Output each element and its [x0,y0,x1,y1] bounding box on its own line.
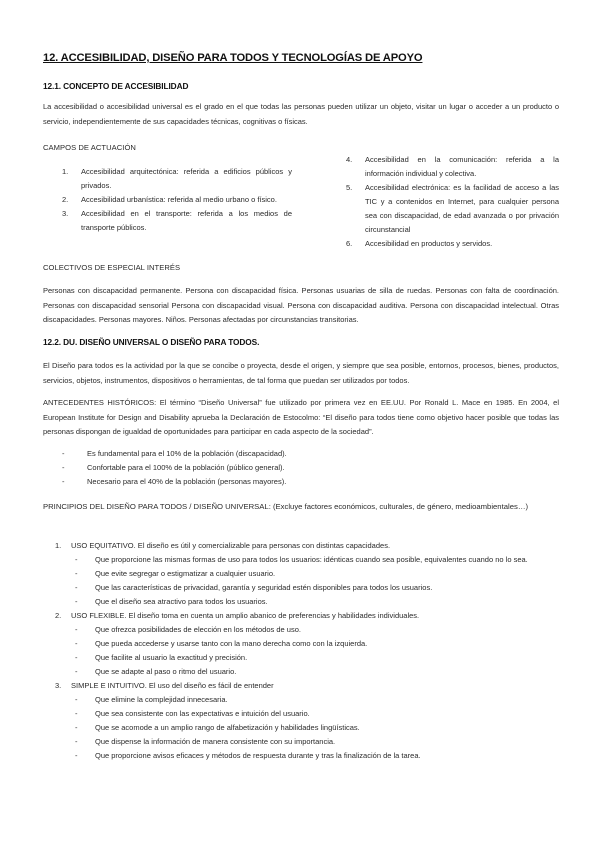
dash-marker: - [75,625,78,634]
item-number: 6. [346,239,353,248]
item-number: 5. [346,183,353,192]
list-item [62,447,287,461]
dash-marker: - [75,597,78,606]
list-item [346,237,559,251]
dash-marker: - [75,667,78,676]
item-text: Accesibilidad en la comunicación: referida a la información individual y colectiva. [365,155,559,178]
dash-marker: - [75,653,78,662]
item-text: Es fundamental para el 10% de la población (discapacidad). [87,449,287,458]
dash-marker: - [75,555,78,564]
list-item [62,165,292,193]
universal-design-definition: El Diseño para todos es la actividad por la que se concibe o proyecta, desde el origen, y siempre que sea posible, entornos, procesos, bienes, productos, servicios, objetos, instrumentos, dispositivos o herramientas, de tal forma que puedan ser utilizados por todos. [43,361,559,385]
principles-list [55,539,559,763]
item-text: Accesibilidad electrónica: es la facilidad de acceso a las TIC y a contenidos en Internet, para cualquier persona sea con discapacidad, de edad avanzada o por privación circunstancial [365,183,559,234]
principle-item [55,609,559,679]
dash-marker: - [62,449,65,458]
list-item [75,595,559,609]
item-text: Necesario para el 40% de la población (personas mayores). [87,477,287,486]
item-text: Que facilite al usuario la exactitud y precisión. [95,653,248,662]
dash-marker: - [62,477,65,486]
list-item [346,181,559,237]
principle-item [55,679,559,763]
dash-marker: - [75,569,78,578]
principle-sublist [71,693,559,763]
list-item [75,637,559,651]
list-item [75,735,559,749]
antecedentes-historicos: ANTECEDENTES HISTÓRICOS: El término “Diseño Universal” fue utilizado por primera vez en EE.UU. Por Ronald L. Mace en 1985. En 2004, el European Institute for Design and Disability aprueba la Declaración de Estocolmo: “El diseño para todos tiene como objetivo hacer posible que todas las personas dispongan de igualdad de oportunidades para participar en cada aspecto de la sociedad”. [43,398,559,436]
section-heading-1: 12.1. CONCEPTO DE ACCESIBILIDAD [43,81,189,91]
list-item [75,693,559,707]
item-number: 3. [62,209,69,218]
document-title: 12. ACCESIBILIDAD, DISEÑO PARA TODOS Y TECNOLOGÍAS DE APOYO [43,52,423,64]
section-heading-2: 12.2. DU. DISEÑO UNIVERSAL O DISEÑO PARA TODOS. [43,337,260,347]
item-text: Que sea consistente con las expectativas e intuición del usuario. [95,709,310,718]
list-item [75,665,559,679]
principle-sublist [71,553,559,609]
colectivos-label: COLECTIVOS DE ESPECIAL INTERÉS [43,263,181,272]
list-item [75,581,559,595]
item-text: Accesibilidad en productos y servidos. [365,239,493,248]
item-text: Accesibilidad urbanística: referida al medio urbano o físico. [81,195,277,204]
accessibility-definition: La accesibilidad o accesibilidad universal es el grado en el que todas las personas pueden utilizar un objeto, visitar un lugar o acceder a un producto o servicio, independientemente de sus capacidades técnicas, cognitivas o físicas. [43,102,559,126]
list-item [62,207,292,235]
principle-text: USO FLEXIBLE. El diseño toma en cuenta un amplio abanico de preferencias y habilidades individuales. [71,611,420,620]
item-text: Que elimine la complejidad innecesaria. [95,695,228,704]
list-item [346,153,559,181]
principle-text: USO EQUITATIVO. El diseño es útil y comercializable para personas con distintas capacidades. [71,541,391,550]
item-number: 4. [346,155,353,164]
principios-intro: PRINCIPIOS DEL DISEÑO PARA TODOS / DISEÑO UNIVERSAL: (Excluye factores económicos, culturales, de género, medioambientales…) [43,502,529,511]
item-text: Que ofrezca posibilidades de elección en los métodos de uso. [95,625,301,634]
campos-list-right [346,153,559,251]
item-text: Que se acomode a un amplio rango de alfabetización y habilidades lingüísticas. [95,723,360,732]
principle-text: SIMPLE E INTUITIVO. El uso del diseño es fácil de entender [71,681,274,690]
item-text: Que proporcione avisos eficaces y métodos de respuesta durante y tras la finalización de la tarea. [95,751,421,760]
dash-marker: - [75,695,78,704]
population-bullets [62,447,287,489]
dash-marker: - [75,639,78,648]
item-text: Accesibilidad arquitectónica: referida a edificios públicos y privados. [81,167,292,190]
dash-marker: - [75,737,78,746]
dash-marker: - [62,463,65,472]
item-number: 1. [62,167,69,176]
campos-label: CAMPOS DE ACTUACIÓN [43,143,136,152]
item-text: Que dispense la información de manera consistente con su importancia. [95,737,336,746]
list-item [75,651,559,665]
list-item [75,623,559,637]
item-text: Que las características de privacidad, garantía y seguridad estén disponibles para todos los usuarios. [95,583,433,592]
dash-marker: - [75,723,78,732]
item-number: 2. [62,195,69,204]
item-text: Confortable para el 100% de la población (público general). [87,463,285,472]
principle-sublist [71,623,559,679]
dash-marker: - [75,583,78,592]
item-text: Que evite segregar o estigmatizar a cualquier usuario. [95,569,276,578]
list-item [75,567,559,581]
list-item [62,193,292,207]
list-item [75,721,559,735]
item-text: Que pueda accederse y usarse tanto con la mano derecha como con la izquierda. [95,639,368,648]
principle-number: 2. [55,611,62,620]
item-text: Accesibilidad en el transporte: referida a los medios de transporte públicos. [81,209,292,232]
list-item [62,461,287,475]
dash-marker: - [75,709,78,718]
principle-number: 3. [55,681,62,690]
list-item [75,707,559,721]
principle-item [55,539,559,609]
list-item [62,475,287,489]
item-text: Que el diseño sea atractivo para todos los usuarios. [95,597,268,606]
dash-marker: - [75,751,78,760]
item-text: Que se adapte al paso o ritmo del usuario. [95,667,237,676]
list-item [75,749,559,763]
campos-list-left [62,165,292,235]
item-text: Que proporcione las mismas formas de uso para todos los usuarios: idénticas cuando sea posible, equivalentes cuando no lo sea. [95,555,528,564]
colectivos-text: Personas con discapacidad permanente. Persona con discapacidad física. Personas usuarias de silla de ruedas. Personas con falta de coordinación. Personas con discapacidad sensorial Persona con discapacidad visual. Persona con discapacidad auditiva. Persona con discapacidad intelectual. Otras discapacidades. Personas mayores. Niños. Personas afectadas por circunstancias transitorias. [43,286,559,324]
principle-number: 1. [55,541,62,550]
list-item [75,553,559,567]
